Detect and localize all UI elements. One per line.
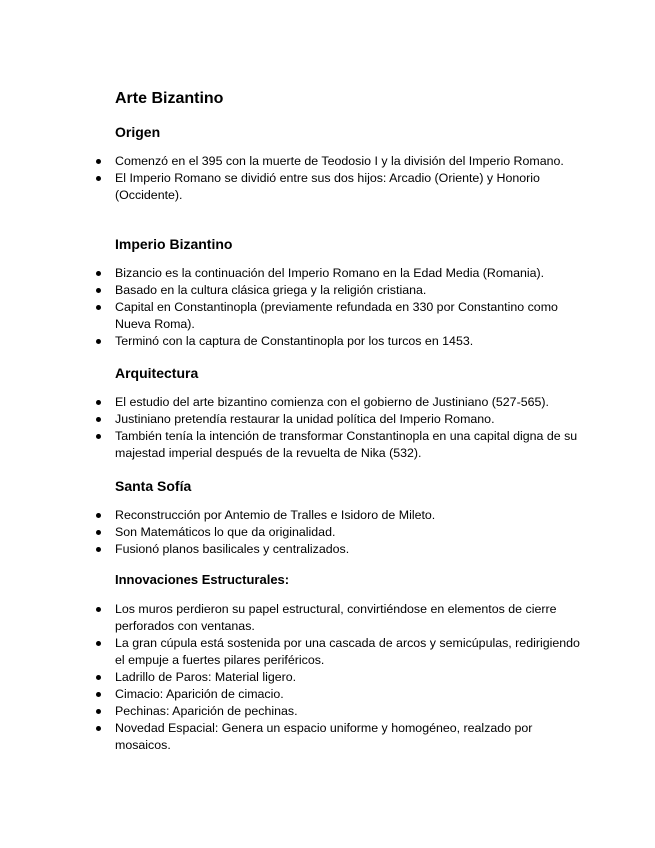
bullet-icon [96, 288, 101, 293]
list-item-text: La gran cúpula está sostenida por una cascada de arcos y semicúpulas, redirigiendo el empuje a fuertes pilares periféricos. [115, 636, 580, 667]
section-heading-innovaciones-estructurales: Innovaciones Estructurales: [115, 572, 290, 587]
bullet-icon [96, 271, 101, 276]
bullet-icon [96, 547, 101, 552]
list-item-text: Fusionó planos basilicales y centralizados. [115, 542, 350, 556]
section-list-santa-sofia [0, 507, 655, 558]
list-item-text: Justiniano pretendía restaurar la unidad política del Imperio Romano. [115, 412, 495, 426]
list-item [0, 299, 585, 333]
section-list-innovaciones-estructurales [0, 601, 655, 754]
list-item-text: Reconstrucción por Antemio de Tralles e Isidoro de Mileto. [115, 508, 436, 522]
list-item [0, 669, 585, 686]
list-item [0, 170, 585, 204]
bullet-icon [96, 305, 101, 310]
list-item-text: También tenía la intención de transformar Constantinopla en una capital digna de su majestad imperial después de la revuelta de Nika (532). [115, 429, 578, 460]
document-title: Arte Bizantino [115, 90, 224, 107]
list-item [0, 524, 585, 541]
list-item-text: El Imperio Romano se dividió entre sus dos hijos: Arcadio (Oriente) y Honorio (Occidente). [115, 171, 540, 202]
bullet-icon [96, 692, 101, 697]
list-item-text: Bizancio es la continuación del Imperio Romano en la Edad Media (Romania). [115, 266, 545, 280]
list-item [0, 333, 585, 350]
list-item-text: Comenzó en el 395 con la muerte de Teodosio I y la división del Imperio Romano. [115, 154, 564, 168]
list-item [0, 601, 585, 635]
bullet-icon [96, 607, 101, 612]
bullet-icon [96, 530, 101, 535]
list-item-text: Pechinas: Aparición de pechinas. [115, 704, 298, 718]
bullet-icon [96, 709, 101, 714]
list-item [0, 411, 585, 428]
list-item-text: Terminó con la captura de Constantinopla por los turcos en 1453. [115, 334, 474, 348]
bullet-icon [96, 339, 101, 344]
list-item [0, 541, 585, 558]
list-item-text: Ladrillo de Paros: Material ligero. [115, 670, 297, 684]
section-heading-arquitectura: Arquitectura [115, 365, 199, 381]
list-item [0, 703, 585, 720]
section-heading-imperio-bizantino: Imperio Bizantino [115, 236, 233, 252]
list-item [0, 635, 585, 669]
list-item [0, 507, 585, 524]
section-list-arquitectura [0, 394, 655, 462]
list-item-text: El estudio del arte bizantino comienza con el gobierno de Justiniano (527-565). [115, 395, 549, 409]
list-item [0, 153, 585, 170]
bullet-icon [96, 434, 101, 439]
list-item [0, 428, 585, 462]
bullet-icon [96, 417, 101, 422]
bullet-icon [96, 159, 101, 164]
list-item-text: Basado en la cultura clásica griega y la religión cristiana. [115, 283, 427, 297]
bullet-icon [96, 726, 101, 731]
bullet-icon [96, 641, 101, 646]
list-item-text: Capital en Constantinopla (previamente refundada en 330 por Constantino como Nueva Roma). [115, 300, 558, 331]
list-item-text: Son Matemáticos lo que da originalidad. [115, 525, 336, 539]
list-item [0, 720, 585, 754]
list-item-text: Novedad Espacial: Genera un espacio uniforme y homogéneo, realzado por mosaicos. [115, 721, 533, 752]
section-list-origen [0, 153, 655, 204]
bullet-icon [96, 513, 101, 518]
bullet-icon [96, 176, 101, 181]
bullet-icon [96, 400, 101, 405]
bullet-icon [96, 675, 101, 680]
list-item [0, 282, 585, 299]
section-heading-santa-sofia: Santa Sofía [115, 478, 192, 494]
list-item-text: Cimacio: Aparición de cimacio. [115, 687, 284, 701]
list-item [0, 265, 585, 282]
list-item [0, 394, 585, 411]
list-item [0, 686, 585, 703]
list-item-text: Los muros perdieron su papel estructural, convirtiéndose en elementos de cierre perforados con ventanas. [115, 602, 557, 633]
section-heading-origen: Origen [115, 124, 161, 140]
section-list-imperio-bizantino [0, 265, 655, 350]
